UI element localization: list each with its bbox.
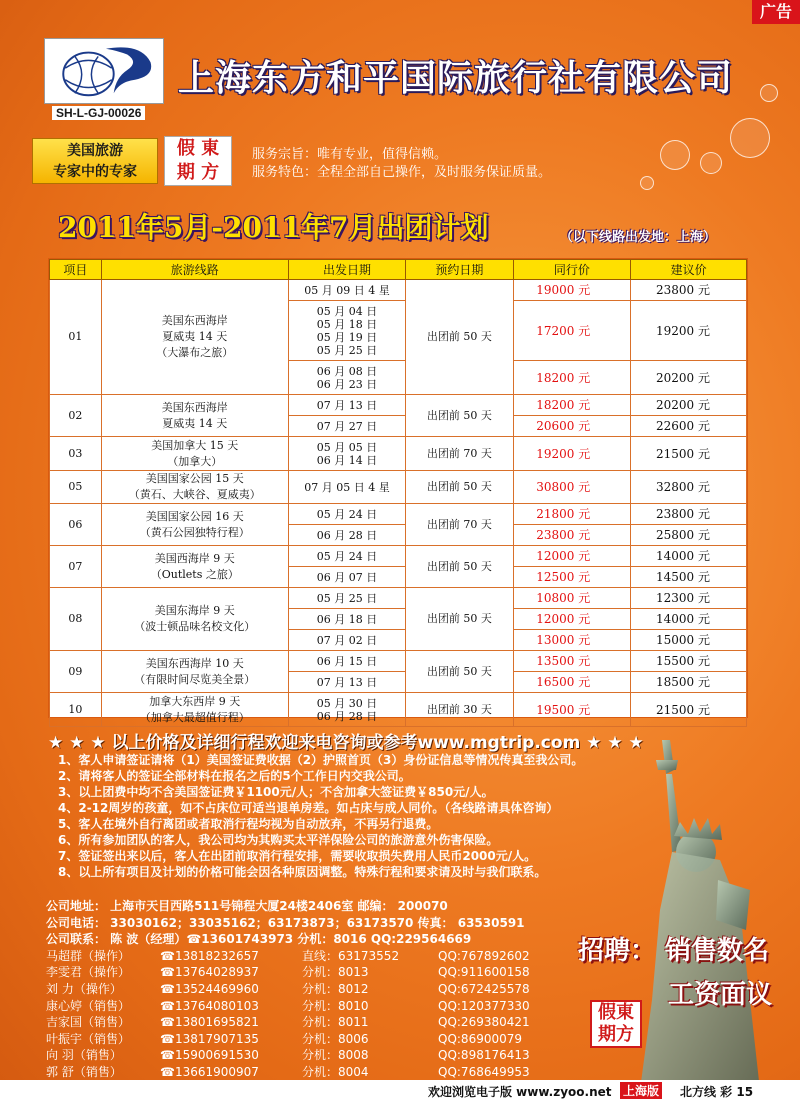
route-line: （波士顿品味名校文化） xyxy=(134,620,256,633)
staff-name: 康心婷（销售） xyxy=(46,998,131,1013)
column-header: 预约日期 xyxy=(406,260,513,280)
departure-date-cell xyxy=(288,504,405,525)
staff-extension: 直线：63173552 xyxy=(302,948,400,963)
suggested-price-cell: 23800 元 xyxy=(631,280,747,301)
departure-date: 05 月 24 日 xyxy=(316,549,378,563)
suggested-price-cell: 15000 元 xyxy=(631,630,747,651)
table-row xyxy=(50,651,747,672)
decorative-bubble xyxy=(700,152,722,174)
staff-qq: QQ:269380421 xyxy=(438,1015,530,1030)
note-item: 1、客人申请签证请将（1）美国签证费收据（2）护照首页（3）身份证信息等情况传真至我公司。 xyxy=(58,753,584,767)
peer-price-cell: 12000 元 xyxy=(513,609,631,630)
departure-date-cell xyxy=(288,588,405,609)
note-item: 7、签证签出来以后，客人在出团前取消行程安排，需要收取损失费用人民币2000元/人。 xyxy=(58,849,537,863)
service-info xyxy=(252,146,551,182)
route-line: 美国东海岸 9 天 xyxy=(154,604,235,617)
departure-date-cell xyxy=(288,567,405,588)
peer-price-cell: 13500 元 xyxy=(513,651,631,672)
item-id-cell: 05 xyxy=(50,471,102,504)
departure-date: 07 月 05 日 4 星 xyxy=(304,480,390,494)
peer-price-cell: 30800 元 xyxy=(513,471,631,504)
booking-cell: 出团前 50 天 xyxy=(406,280,513,395)
route-line: 美国西海岸 9 天 xyxy=(154,551,235,565)
departure-date: 06 月 15 日 xyxy=(316,654,378,668)
staff-name: 李雯君（操作） xyxy=(46,965,131,980)
peer-price-cell: 19500 元 xyxy=(513,693,631,727)
staff-qq: QQ:120377330 xyxy=(438,998,530,1013)
peer-price-cell: 12500 元 xyxy=(513,567,631,588)
item-id-cell: 07 xyxy=(50,546,102,588)
staff-extension: 分机：8006 xyxy=(302,1031,369,1046)
staff-mobile: ☎13801695821 xyxy=(160,1015,259,1030)
license-number: SH-L-GJ-00026 xyxy=(52,106,145,120)
departure-date: 06 月 18 日 xyxy=(316,612,378,626)
departure-date: 05 月 25 日 xyxy=(316,343,378,357)
brand-badge-line: 假 東 xyxy=(176,138,220,159)
decorative-bubble xyxy=(760,84,778,102)
note-item: 5、客人在境外自行离团或者取消行程均视为自动放弃，不再另行退费。 xyxy=(58,817,439,831)
route-line: 美国国家公园 15 天 xyxy=(145,472,244,485)
departure-date: 06 月 23 日 xyxy=(316,377,378,391)
staff-qq: QQ:911600158 xyxy=(438,965,530,980)
route-line: （有限时间尽览美全景） xyxy=(134,672,256,686)
staff-extension: 分机：8004 xyxy=(302,1064,369,1079)
website-line: ★ ★ ★ 以上价格及详细行程欢迎来电咨询或参考www.mgtrip.com ★ ★ ★ xyxy=(48,733,644,753)
departure-date: 05 月 04 日 xyxy=(316,304,378,318)
note-item: 4、2-12周岁的孩童，如不占床位可适当退单房差。如占床与成人同价。（各线路请具体咨询） xyxy=(58,801,559,815)
route-cell xyxy=(101,471,288,504)
suggested-price-cell: 14000 元 xyxy=(631,609,747,630)
departure-date: 05 月 25 日 xyxy=(316,591,378,605)
departure-date: 06 月 07 日 xyxy=(316,570,378,584)
footer-bar xyxy=(0,1080,800,1100)
suggested-price-cell: 19200 元 xyxy=(631,301,747,361)
decorative-bubble xyxy=(730,118,770,158)
departure-date-cell xyxy=(288,471,405,504)
suggested-price-cell: 32800 元 xyxy=(631,471,747,504)
route-line: 美国国家公园 16 天 xyxy=(145,509,244,523)
departure-date-cell xyxy=(288,416,405,437)
suggested-price-cell: 18500 元 xyxy=(631,672,747,693)
departure-date-cell xyxy=(288,301,405,361)
route-line: （Outlets 之旅） xyxy=(150,567,239,581)
departure-date: 06 月 14 日 xyxy=(316,453,378,467)
route-line: （大瀑布之旅） xyxy=(156,346,234,359)
table-row xyxy=(50,546,747,567)
route-cell xyxy=(101,437,288,471)
peer-price-cell: 19200 元 xyxy=(513,437,631,471)
staff-name: 吉家国（销售） xyxy=(46,1015,131,1030)
peer-price-cell: 23800 元 xyxy=(513,525,631,546)
departure-date: 07 月 13 日 xyxy=(316,398,378,412)
departure-date: 07 月 13 日 xyxy=(316,675,378,689)
route-cell xyxy=(101,395,288,437)
suggested-price-cell: 21500 元 xyxy=(631,693,747,727)
route-cell xyxy=(101,693,288,727)
route-line: 加拿大东西岸 9 天 xyxy=(149,694,241,708)
slogan-line: 美国旅游 xyxy=(67,143,123,159)
route-line: 美国东西海岸 10 天 xyxy=(145,656,244,670)
peer-price-cell: 21800 元 xyxy=(513,504,631,525)
route-cell xyxy=(101,546,288,588)
suggested-price-cell: 20200 元 xyxy=(631,361,747,395)
table-row xyxy=(50,693,747,727)
company-name: 上海东方和平国际旅行社有限公司 xyxy=(178,57,734,99)
staff-name: 刘 力（操作） xyxy=(46,981,122,996)
peer-price-cell: 13000 元 xyxy=(513,630,631,651)
table-row xyxy=(50,471,747,504)
column-header: 旅游线路 xyxy=(101,260,288,280)
staff-name: 马超群（操作） xyxy=(46,948,131,963)
route-line: 美国东西海岸 xyxy=(161,314,228,327)
departure-date: 05 月 19 日 xyxy=(316,330,378,344)
booking-cell: 出团前 50 天 xyxy=(406,546,513,588)
item-id-cell: 10 xyxy=(50,693,102,727)
staff-name: 向 羽（销售） xyxy=(46,1048,122,1063)
column-header: 出发日期 xyxy=(288,260,405,280)
footer-region-badge: 上海版 xyxy=(620,1082,662,1099)
departure-date-cell xyxy=(288,361,405,395)
departure-date-cell xyxy=(288,546,405,567)
staff-qq: QQ:86900079 xyxy=(438,1031,523,1046)
suggested-price-cell: 21500 元 xyxy=(631,437,747,471)
booking-cell: 出团前 70 天 xyxy=(406,504,513,546)
route-line: 美国加拿大 15 天 xyxy=(151,438,239,452)
brand-badge xyxy=(164,136,232,186)
departure-date: 07 月 02 日 xyxy=(316,633,378,647)
decorative-bubble xyxy=(640,176,654,190)
departure-date-cell xyxy=(288,693,405,727)
item-id-cell: 06 xyxy=(50,504,102,546)
staff-extension: 分机：8012 xyxy=(302,981,369,996)
service-purpose: 服务宗旨：唯有专业，值得信赖。 xyxy=(252,147,448,162)
suggested-price-cell: 23800 元 xyxy=(631,504,747,525)
ad-tag: 广告 xyxy=(752,0,800,24)
route-cell xyxy=(101,280,288,395)
departure-date: 06 月 28 日 xyxy=(316,528,378,542)
staff-mobile: ☎13764028937 xyxy=(160,965,259,980)
item-id-cell: 03 xyxy=(50,437,102,471)
departure-date-cell xyxy=(288,280,405,301)
plan-title: 2011年5月-2011年7月出团计划 xyxy=(58,211,489,244)
staff-mobile: ☎13764080103 xyxy=(160,998,259,1013)
note-item: 8、以上所有项目及计划的价格可能会因各种原因调整。特殊行程和要求请及时与我们联系。 xyxy=(58,865,547,879)
peer-price-cell: 12000 元 xyxy=(513,546,631,567)
suggested-price-cell: 14000 元 xyxy=(631,546,747,567)
departure-date-cell xyxy=(288,651,405,672)
column-header: 同行价 xyxy=(513,260,631,280)
item-id-cell: 02 xyxy=(50,395,102,437)
plan-subtitle: （以下线路出发地：上海） xyxy=(560,230,717,245)
footer-browse-link[interactable]: 欢迎浏览电子版 www.zyoo.net xyxy=(428,1085,612,1099)
departure-date-cell xyxy=(288,437,405,471)
staff-qq: QQ:768649953 xyxy=(438,1064,530,1079)
booking-cell: 出团前 50 天 xyxy=(406,651,513,693)
suggested-price-cell: 20200 元 xyxy=(631,395,747,416)
route-cell xyxy=(101,504,288,546)
departure-date: 06 月 28 日 xyxy=(316,709,378,723)
tour-table xyxy=(49,259,747,727)
departure-date-cell xyxy=(288,630,405,651)
booking-cell: 出团前 50 天 xyxy=(406,588,513,651)
brand-seal xyxy=(590,1000,642,1048)
item-id-cell: 09 xyxy=(50,651,102,693)
route-line: （黄石、大峡谷、夏威夷） xyxy=(128,488,261,501)
departure-date-cell xyxy=(288,609,405,630)
decorative-bubble xyxy=(660,140,690,170)
departure-date: 06 月 08 日 xyxy=(316,364,378,378)
peer-price-cell: 18200 元 xyxy=(513,395,631,416)
staff-qq: QQ:898176413 xyxy=(438,1048,530,1063)
staff-qq: QQ:672425578 xyxy=(438,981,530,996)
staff-extension: 分机：8013 xyxy=(302,965,369,980)
footer-page-label: 北方线 彩 15 xyxy=(680,1085,754,1099)
booking-cell: 出团前 50 天 xyxy=(406,395,513,437)
advertisement-page: 广告 SH-L-GJ-00026 上海东方和平国际旅行社有限公司 美国旅游 专家中的专家 假 東 期 方 服务宗旨：唯有专业，值得信赖。 服务特色：全程全部自己操作，及时服务保证质量。 2011年5月-2011年7月出团计划 （以下线路出发地：上海） 项目 旅游线路 出发日期 预约日期 同行价 建议价 01 美国东西海岸 夏威夷 14 天 （大瀑布之旅） 05 月 09 日 4 星 出团前 50 天 19000 元 23800 元 05 月 04 日 05 月 18 日 05 月 19 日 05 月 25 日 17200 元 19200 元 06 月 08 日 06 月 23 日 18200 元 20200 元 02 美国东西海岸 夏威夷 14 天 07 月 13 日 出团前 50 天 18200 元 20200 元 07 月 27 日 20600 元 22600 元 03 美国加拿大 15 天 （加拿大） 05 月 05 日 06 月 14 日 出团前 70 天 19200 元 21500 元 05 美国国家公园 15 天 （黄石、大峡谷、夏威夷） 07 月 05 日 4 星 出团前 50 天 30800 元 32800 元 06 美国国家公园 16 天 （黄石公园独特行程） 05 月 24 日 出团前 70 天 21800 元 23800 元 06 月 28 日 23800 元 25800 元 07 美国西海岸 9 天 （Outlets 之旅） 05 月 24 日 出团前 50 天 12000 元 14000 元 06 月 07 日 12500 元 14500 元 08 美国东海岸 9 天 （波士顿品味名校文化） 05 月 25 日 出团前 50 天 10800 元 12300 元 06 月 18 日 12000 元 14000 元 07 月 02 日 13000 元 15000 元 09 美国东西海岸 10 天 （有限时间尽览美全景） 06 月 15 日 出团前 50 天 13500 元 15500 元 07 月 13 日 16500 元 18500 元 10 加拿大东西岸 9 天 （加拿大最超值行程） 05 月 30 日 06 月 28 日 出团前 30 天 19500 元 21500 元 ★ ★ ★ 以上价格及详细行程欢迎来电咨询或参考www.mgtrip.com ★ ★ ★ 1、客人申请签证请将（1）美国签证费收据（2）护照首页（3）身份证信息等情况传真至我公司。 2、请将客人的签证全部材料在报名之后的5个工作日内交我公司。 3、以上团费中均不含美国签证费￥1100元/人；不含加拿大签证费￥850元/人。 4、2-12周岁的孩童，如不占床位可适当退单房差。如占床与成人同价。（各线路请具体咨询） 5、客人在境外自行离团或者取消行程均视为自动放弃，不再另行退费。 6、所有参加团队的客人，我公司均为其购买太平洋保险公司的旅游意外伤害保险。 7、签证签出来以后，客人在出团前取消行程安排，需要收取损失费用人民币2000元/人。 8、以上所有项目及计划的价格可能会因各种原因调整。特殊行程和要求请及时与我们联系。 公司地址： 上海市天目西路511号锦程大厦24楼2406室 邮编： 200070 公司电话： 33030162；33035162；63173873；63173570 传真： 63530591 公司联系： 陈 波（经理）☎13601743973 分机：8016 QQ:229564669 马超群（操作） ☎13818232657 直线：63173552 QQ:767892602 李雯君（操作） ☎13764028937 分机：8013 QQ:911600158 刘 力（操作） ☎13524469960 分机：8012 QQ:672425578 康心婷（销售） ☎13764080103 分机：8010 QQ:120377330 吉家国（销售） ☎13801695821 分机：8011 QQ:269380421 叶振宇（销售） ☎13817907135 分机：8006 QQ:86900079 向 羽（销售） ☎15900691530 分机：8008 QQ:898176413 郭 舒（销售） ☎13661900907 分机：8004 QQ:768649953 招聘： 销售数名 工资面议 假東 期方 欢迎浏览电子版 www.zyoo.net 上海版 北方线 彩 15 xyxy=(0,0,800,1100)
booking-cell: 出团前 30 天 xyxy=(406,693,513,727)
suggested-price-cell: 25800 元 xyxy=(631,525,747,546)
peer-price-cell: 10800 元 xyxy=(513,588,631,609)
table-row xyxy=(50,504,747,525)
brand-seal-line: 假東 xyxy=(598,1002,634,1023)
peer-price-cell: 17200 元 xyxy=(513,301,631,361)
staff-mobile: ☎13817907135 xyxy=(160,1031,259,1046)
note-item: 2、请将客人的签证全部材料在报名之后的5个工作日内交我公司。 xyxy=(58,769,411,783)
service-feature: 服务特色：全程全部自己操作，及时服务保证质量。 xyxy=(252,165,552,180)
booking-cell: 出团前 50 天 xyxy=(406,471,513,504)
brand-seal-line: 期方 xyxy=(598,1024,634,1045)
table-row xyxy=(50,280,747,301)
departure-date-cell xyxy=(288,672,405,693)
suggested-price-cell: 14500 元 xyxy=(631,567,747,588)
route-line: 夏威夷 14 天 xyxy=(162,416,228,430)
departure-date: 07 月 27 日 xyxy=(316,419,378,433)
route-cell xyxy=(101,588,288,651)
table-row xyxy=(50,395,747,416)
departure-date-cell xyxy=(288,395,405,416)
suggested-price-cell: 15500 元 xyxy=(631,651,747,672)
route-line: （黄石公园独特行程） xyxy=(139,525,250,539)
departure-date-cell xyxy=(288,525,405,546)
departure-date: 05 月 24 日 xyxy=(316,507,378,521)
item-id-cell: 01 xyxy=(50,280,102,395)
column-header: 建议价 xyxy=(631,260,747,280)
brand-badge-line: 期 方 xyxy=(176,162,220,183)
departure-date: 05 月 09 日 4 星 xyxy=(304,283,390,297)
staff-mobile: ☎13524469960 xyxy=(160,981,259,996)
staff-extension: 分机：8008 xyxy=(302,1048,369,1063)
departure-date: 05 月 05 日 xyxy=(316,440,378,454)
route-line: （加拿大） xyxy=(167,454,223,468)
staff-name: 郭 舒（销售） xyxy=(46,1064,122,1079)
staff-qq: QQ:767892602 xyxy=(438,948,530,963)
tour-schedule-table xyxy=(48,258,748,724)
staff-mobile: ☎13661900907 xyxy=(160,1064,259,1079)
suggested-price-cell: 12300 元 xyxy=(631,588,747,609)
note-item: 6、所有参加团队的客人，我公司均为其购买太平洋保险公司的旅游意外伤害保险。 xyxy=(58,833,499,847)
globe-bird-icon xyxy=(45,39,163,103)
slogan-box xyxy=(32,138,158,184)
peer-price-cell: 16500 元 xyxy=(513,672,631,693)
route-line: 夏威夷 14 天 xyxy=(162,330,228,343)
staff-mobile: ☎13818232657 xyxy=(160,948,259,963)
recruitment-title: 招聘： 销售数名 xyxy=(578,936,770,966)
note-item: 3、以上团费中均不含美国签证费￥1100元/人；不含加拿大签证费￥850元/人。 xyxy=(58,785,494,799)
item-id-cell: 08 xyxy=(50,588,102,651)
staff-name: 叶振宇（销售） xyxy=(46,1031,131,1046)
staff-extension: 分机：8010 xyxy=(302,998,369,1013)
company-logo xyxy=(44,38,164,104)
suggested-price-cell: 22600 元 xyxy=(631,416,747,437)
peer-price-cell: 18200 元 xyxy=(513,361,631,395)
table-row xyxy=(50,437,747,471)
peer-price-cell: 20600 元 xyxy=(513,416,631,437)
route-line: 美国东西海岸 xyxy=(161,400,228,414)
route-cell xyxy=(101,651,288,693)
slogan-line: 专家中的专家 xyxy=(53,164,137,180)
booking-cell: 出团前 70 天 xyxy=(406,437,513,471)
staff-extension: 分机：8011 xyxy=(302,1015,369,1030)
departure-date: 05 月 18 日 xyxy=(316,317,378,331)
staff-mobile: ☎15900691530 xyxy=(160,1048,259,1063)
departure-date: 05 月 30 日 xyxy=(316,696,378,710)
column-header: 项目 xyxy=(50,260,102,280)
route-line: （加拿大最超值行程） xyxy=(139,710,250,724)
peer-price-cell: 19000 元 xyxy=(513,280,631,301)
salary-negotiable: 工资面议 xyxy=(668,980,773,1010)
table-header-row xyxy=(50,260,747,280)
table-row xyxy=(50,588,747,609)
